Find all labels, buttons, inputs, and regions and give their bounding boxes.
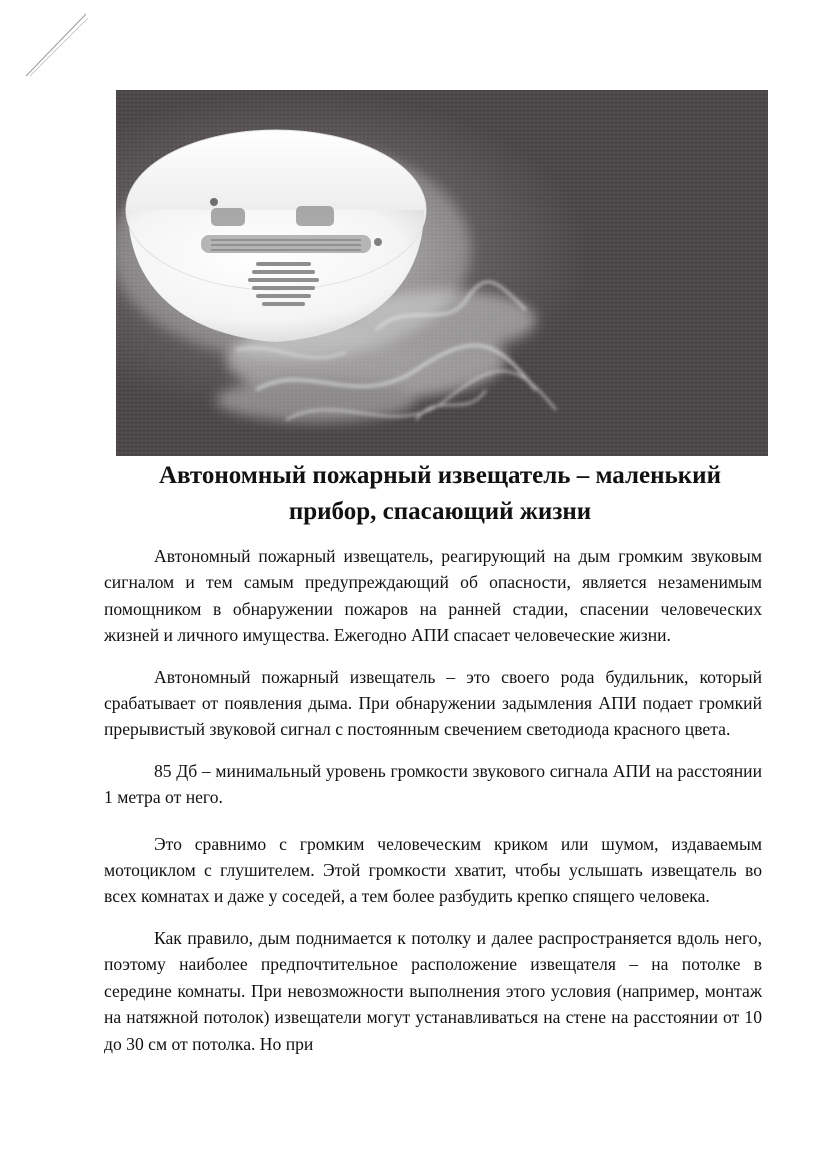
paragraph-2: Автономный пожарный извещатель – это своего рода будильник, который срабатывает от появления дыма. При обнаружении задымления АПИ подает громкий прерывистый звуковой сигнал с постоянным свечением светодиода красного цвета. xyxy=(104,666,762,740)
paragraph-4: Это сравнимо с громким человеческим криком или шумом, издаваемым мотоциклом с глушителем. Этой громкости хватит, чтобы услышать извещатель во всех комнатах и даже у соседей, а тем более разбудить крепко спящего человека. xyxy=(104,833,762,907)
paragraph-5: Как правило, дым поднимается к потолку и далее распространяется вдоль него, поэтому наиболее предпочтительное расположение извещателя – на потолке в середине комнаты. При невозможности выполнения этого условия (например, монтаж на натяжной потолок) извещатели могут устанавливаться на стене на расстоянии от 10 до 30 см от потолка. Но при xyxy=(104,927,762,1054)
title-line-2: прибор, спасающий жизни xyxy=(288,498,592,525)
smoke-detector-illustration xyxy=(116,90,768,456)
title-line-1: Автономный пожарный извещатель – маленький xyxy=(159,462,721,489)
document-title xyxy=(95,458,785,530)
document-body xyxy=(104,543,762,1072)
scan-scratch-mark xyxy=(22,10,92,80)
paragraph-3: 85 Дб – минимальный уровень громкости звукового сигнала АПИ на расстоянии 1 метра от него. xyxy=(104,760,762,808)
paragraph-1: Автономный пожарный извещатель, реагирующий на дым громким звуковым сигналом и тем самым предупреждающий об опасности, является незаменимым помощником в обнаружении пожаров на ранней стадии, спасении человеческих жизней и личного имущества. Ежегодно АПИ спасает человеческие жизни. xyxy=(104,546,762,646)
smoke-detector-photo xyxy=(116,90,768,456)
